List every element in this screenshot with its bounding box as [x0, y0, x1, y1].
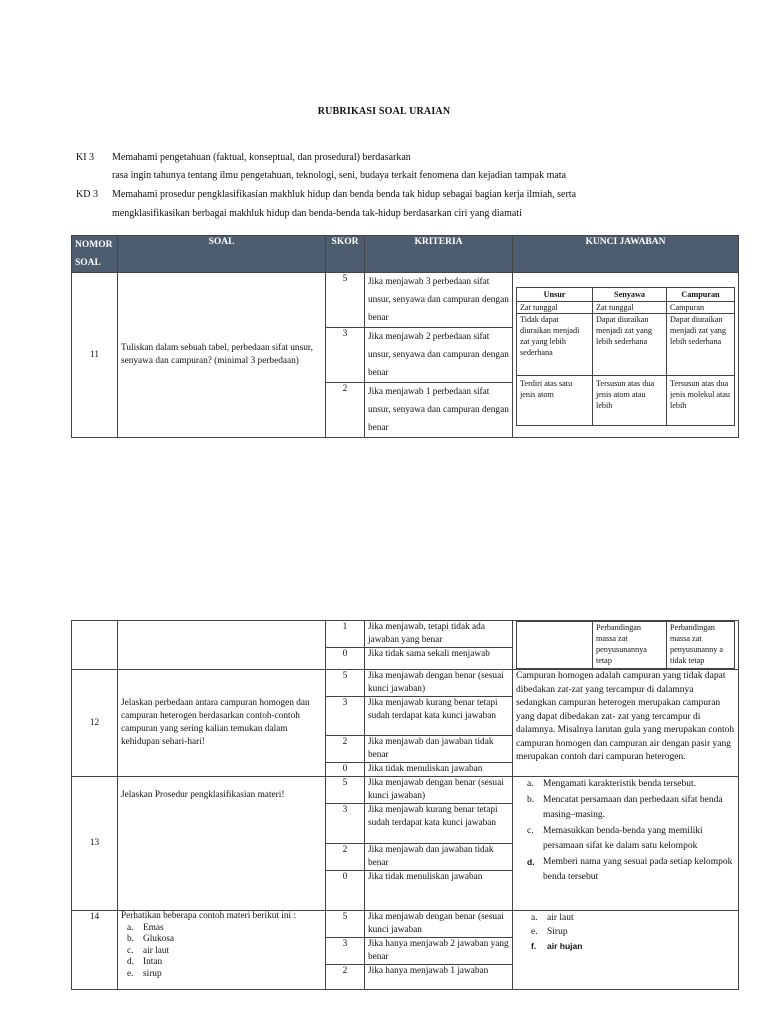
kunci-cell [517, 622, 593, 669]
list-item: d. Intan [127, 957, 163, 967]
q11-nomor: 11 [72, 273, 118, 438]
list-item: b. Mencatat persamaan dan perbedaan sifat benda masing–masing. [527, 794, 723, 820]
q13-skor-3: 2 [326, 844, 365, 871]
ki-label: KI 3 [76, 152, 95, 163]
ki-text-2: rasa ingin tahunya tentang ilmu pengetahuan, teknologi, seni, budaya terkait fenomena dan kejadian tampak mata [112, 170, 567, 181]
q13-kunci [513, 777, 739, 911]
q13-kriteria-4: Jika tidak menuliskan jawaban [365, 871, 513, 911]
ki-text-1: Memahami pengetahuan (faktual, konseptual, dan prosedural) berdasarkan [112, 152, 411, 163]
q11-skor-3: 2 [326, 383, 365, 438]
cont-nomor [72, 621, 118, 670]
q14-nomor: 14 [72, 911, 118, 990]
q13-kunci-list [527, 777, 734, 886]
kunci-cell: Terdiri atas satu jenis atom [517, 376, 593, 426]
q11-kunci-table [516, 287, 735, 426]
q11-kriteria-1: Jika menjawab 3 perbedaan sifat unsur, senyawa dan campuran dengan benar [365, 273, 513, 328]
kunci-header-unsur: Unsur [517, 288, 593, 302]
cont-kriteria-1: Jika menjawab, tetapi tidak ada jawaban yang benar [365, 621, 513, 648]
q14-kriteria-2: Jika hanya menjawab 2 jawaban yang benar [365, 938, 513, 965]
kd-label: KD 3 [76, 189, 98, 200]
q13-kriteria-2: Jika menjawab kurang benar tetapi sudah terdapat kata kunci jawaban [365, 804, 513, 844]
q14-kunci [513, 911, 739, 990]
q12-kunci: Campuran homogen adalah campuran yang tidak dapat dibedakan zat-zat yang tercampur di dalamnya sedangkan campuran heterogen merupakan campuran yang dapat dibedakan zat- zat yang tercampur di dalamnya. Misalnya larutan gula yang merupakan contoh campuran homogen dan campuran air dengan pasir yang merupakan contoh dari campuran heterogen. [513, 670, 739, 777]
q11-skor-2: 3 [326, 328, 365, 383]
q13-skor-2: 3 [326, 804, 365, 844]
q14-items [121, 923, 322, 981]
q12-kriteria-3: Jika menjawab dan jawaban tidak benar [365, 736, 513, 763]
header-skor: SKOR [326, 236, 365, 273]
q14-kunci-list [531, 911, 734, 954]
q14-skor-2: 3 [326, 938, 365, 965]
list-item: c. air laut [127, 945, 170, 956]
q12-kriteria-1: Jika menjawab dengan benar (sesuai kunci jawaban) [365, 670, 513, 697]
page-title: RUBRIKASI SOAL URAIAN [317, 106, 451, 117]
kunci-header-campuran: Campuran [667, 288, 735, 302]
header-kriteria: KRITERIA [365, 236, 513, 273]
list-item: c. Memasukkan benda-benda yang memiliki persamaan sifat ke dalam satu kelompok [527, 825, 703, 851]
q11-skor-1: 5 [326, 273, 365, 328]
kunci-cell: Zat tunggal [517, 302, 593, 314]
q12-kriteria-2: Jika menjawab kurang benar tetapi sudah terdapat kata kunci jawaban [365, 697, 513, 736]
cont-kunci [513, 621, 739, 670]
kd-text-1: Memahami prosedur pengklasifikasian makhluk hidup dan benda benda tak hidup sebagai bagian kerja ilmiah, serta [112, 189, 577, 200]
q13-nomor: 13 [72, 777, 118, 911]
rubric-table-2 [71, 620, 739, 990]
list-item: a. air laut [531, 913, 574, 923]
q13-kriteria-1: Jika menjawab dengan benar (sesuai kunci jawaban) [365, 777, 513, 804]
list-item: f. air hujan [531, 941, 583, 951]
q12-soal: Jelaskan perbedaan antara campuran homogen dan campuran heterogen berdasarkan contoh-contoh campuran yang sering kalian temukan dalam kehidupan sehari-hari! [118, 670, 326, 777]
kunci-cell: Perbandingan massa zat penyusunanny a tidak tetap [667, 622, 735, 669]
q12-skor-4: 0 [326, 763, 365, 777]
cont-skor-1: 1 [326, 621, 365, 648]
q13-soal: Jelaskan Prosedur pengklasifikasian materi! [118, 777, 326, 911]
rubric-table-1 [71, 235, 739, 438]
kunci-cell: Perbandingan massa zat penyusunannya tetap [593, 622, 667, 669]
kunci-cell: Dapat diuraikan menjadi zat yang lebih sederhana [667, 314, 735, 376]
cont-skor-2: 0 [326, 648, 365, 670]
q12-nomor: 12 [72, 670, 118, 777]
q12-skor-1: 5 [326, 670, 365, 697]
kunci-cell: Tidak dapat diuraikan menjadi zat yang lebih sederhana [517, 314, 593, 376]
cont-soal [118, 621, 326, 670]
kunci-cell: Dapat diuraikan menjadi zat yang lebih sederhana [593, 314, 667, 376]
cont-kriteria-2: Jika tidak sama sekali menjawab [365, 648, 513, 670]
q13-kriteria-3: Jika menjawab dan jawaban tidak benar [365, 844, 513, 871]
q14-skor-3: 2 [326, 965, 365, 990]
kunci-cell: Tersusun atas dua jenis atom atau lebih [593, 376, 667, 426]
list-item: b. Glukosa [127, 934, 174, 944]
q11-kriteria-2: Jika menjawab 2 perbedaan sifat unsur, senyawa dan campuran dengan benar [365, 328, 513, 383]
header-kunci: KUNCI JAWABAN [513, 236, 739, 273]
q11-soal: Tuliskan dalam sebuah tabel, perbedaan sifat unsur, senyawa dan campuran? (minimal 3 perbedaan) [118, 273, 326, 438]
q14-kriteria-3: Jika hanya menjawab 1 jawaban [365, 965, 513, 990]
q13-skor-1: 5 [326, 777, 365, 804]
q14-skor-1: 5 [326, 911, 365, 938]
kd-text-2: mengklasifikasikan berbagai makhluk hidup dan benda-benda tak-hidup berdasarkan ciri yang diamati [112, 208, 522, 219]
q12-skor-3: 2 [326, 736, 365, 763]
q14-kriteria-1: Jika menjawab dengan benar (sesuai kunci jawaban [365, 911, 513, 938]
list-item: e. Sirup [531, 927, 568, 937]
header-soal: SOAL [118, 236, 326, 273]
list-item: d. Memberi nama yang sesuai pada setiap kelompok benda tersebut [527, 856, 733, 882]
q11-kunci [513, 273, 739, 438]
list-item: a. Mengamati karakteristik benda tersebut. [527, 779, 697, 789]
q11-kriteria-3: Jika menjawab 1 perbedaan sifat unsur, senyawa dan campuran dengan benar [365, 383, 513, 438]
q12-kriteria-4: Jika tidak menuliskan jawaban [365, 763, 513, 777]
kunci-cell: Zat tunggal [593, 302, 667, 314]
cont-kunci-table [516, 621, 735, 669]
q12-skor-2: 3 [326, 697, 365, 736]
header-nomor: NOMOR SOAL [72, 236, 118, 273]
kunci-header-senyawa: Senyawa [593, 288, 667, 302]
kunci-cell: Campuran [667, 302, 735, 314]
list-item: e. sirup [127, 968, 162, 979]
q14-soal [118, 911, 326, 990]
q13-skor-4: 0 [326, 871, 365, 911]
q14-soal-text: Perhatikan beberapa contoh materi berikut ini : [121, 911, 297, 921]
list-item: a. Emas [127, 922, 164, 933]
kunci-cell: Tersusun atas dua jenis molekul atau lebih [667, 376, 735, 426]
